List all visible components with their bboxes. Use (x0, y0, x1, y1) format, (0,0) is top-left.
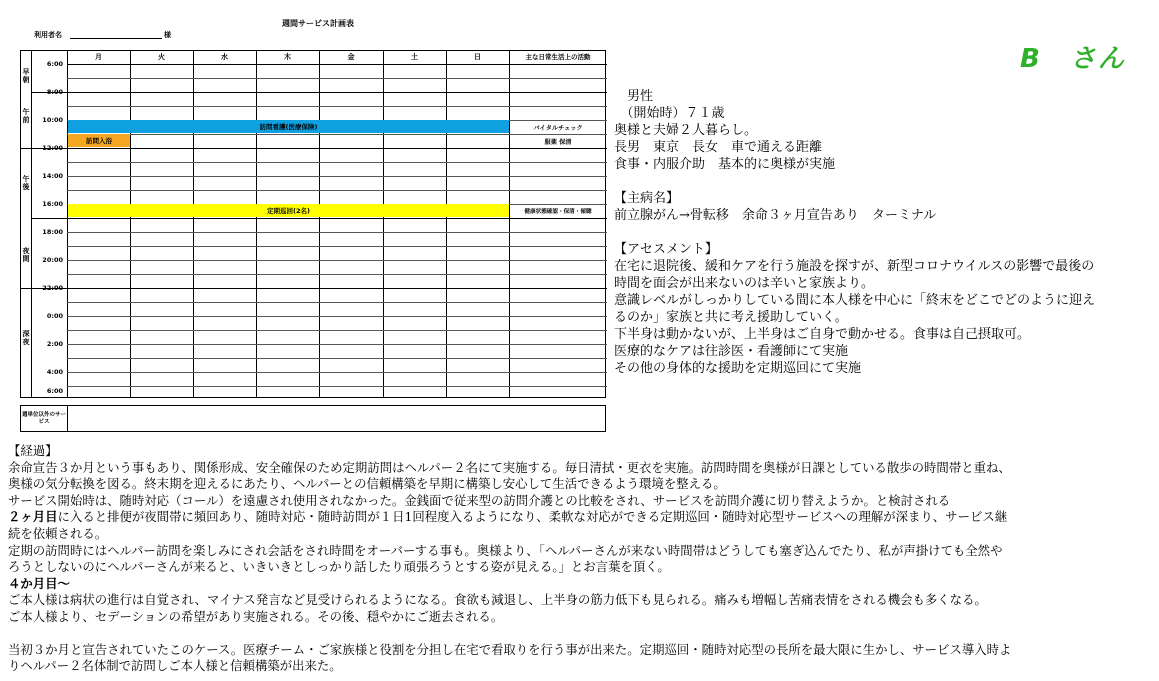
user-name-line (70, 38, 162, 39)
narrative-line: 定期の訪問時にはヘルパー訪問を楽しみにされ会話をされ時間をオーバーする事も。奥様より、「ヘルパーさんが来ない時間帯はどうしても塞ぎ込んでたり、私が声掛けても全然や (8, 542, 1003, 558)
narrative-line: ご本人様より、セデーションの希望があり実施される。その後、穏やかにご逝去される。 (8, 608, 504, 624)
regular-patrol-bar: 定期巡回(2名) (68, 204, 509, 217)
profile-line: 奥様と夫婦２人暮らし。 (614, 123, 758, 138)
profile-line: 長男 東京 長女 車で通える距離 (614, 140, 823, 155)
day-header-sun: 日 (474, 53, 481, 61)
profile-line: るのか」家族と共に考え援助していく。 (614, 310, 848, 325)
patient-profile (614, 88, 1154, 377)
day-header-tue: 火 (158, 53, 165, 61)
narrative-line: サービス開始時は、随時対応（コール）を遠慮され使用されなかった。金銭面で従来型の訪問介護との比較をされ、サービスを訪問介護に切り替えようか。と検討される (8, 492, 951, 508)
patient-title: B さん (1020, 44, 1126, 74)
visiting-nursing-bar: 訪問看護(医療保険) (68, 120, 509, 133)
profile-line: 男性 (614, 89, 654, 104)
visiting-bath-bar: 訪問入浴 (68, 134, 130, 147)
time-label: 6:00 (46, 387, 63, 395)
progress-heading: 【経過】 (8, 443, 58, 458)
user-suffix: 様 (164, 31, 171, 39)
time-label: 12:00 (42, 144, 63, 152)
time-label: 6:00 (46, 60, 63, 68)
period-late-night: 深夜 (22, 330, 30, 346)
narrative-line: ご本人様は病状の進行は自覚され、マイナス発言など見受けられるようになる。食欲も減退し、上半身の筋力低下も見られる。痛みも増幅し苦痛表情をされる機会も多くなる。 (8, 592, 987, 608)
time-label: 18:00 (42, 228, 63, 236)
day-header-wed: 水 (221, 53, 228, 61)
narrative-line: 続を依頼される。 (8, 525, 108, 541)
time-label: 16:00 (42, 200, 63, 208)
profile-line: 前立腺がん→骨転移 余命３ヶ月宣告あり ターミナル (614, 208, 937, 223)
schedule-title: 週間サービス計画表 (282, 19, 354, 28)
period-evening: 夜間 (22, 247, 30, 263)
month2-label: ２ヶ月目 (8, 509, 58, 525)
profile-line: 在宅に退院後、緩和ケアを行う施設を探すが、新型コロナウイルスの影響で最後の (614, 259, 1095, 274)
profile-line: 意識レベルがしっかりしている間に本人様を中心に「終末をどこでどのように迎え (614, 293, 1096, 308)
time-label: 8:00 (46, 88, 63, 96)
narrative-line: 奥様の気分転換を図る。終末期を迎えるにあたり、ヘルパーとの信頼構築を早期に構築し安心して生活できるよう環境を整える。 (8, 476, 726, 492)
period-early-morning: 早朝 (22, 68, 30, 84)
diagnosis-heading: 【主病名】 (614, 191, 680, 206)
day-header-sat: 土 (411, 53, 418, 61)
time-label: 20:00 (42, 256, 63, 264)
day-header-mon: 月 (95, 53, 102, 61)
time-label: 0:00 (46, 312, 63, 320)
activity-vital-check: バイタルチェック (533, 125, 583, 132)
activity-health-check: 健康状態確認・保清・傾聴 (524, 209, 592, 215)
weekly-other-services (20, 405, 606, 432)
user-name-label: 利用者名 (34, 31, 62, 39)
profile-line: （開始時）７１歳 (614, 106, 725, 121)
period-morning: 午前 (22, 108, 30, 124)
progress-narrative (8, 443, 1153, 675)
time-label: 2:00 (46, 340, 63, 348)
activity-medication: 服薬 保清 (544, 139, 572, 146)
profile-line: 医療的なケアは往診医・看護師にて実施 (614, 344, 849, 359)
profile-line: 時間を面会が出来ないのは辛いと家族より。 (614, 276, 875, 291)
time-label: 4:00 (46, 368, 63, 376)
weekly-schedule-grid (20, 50, 606, 398)
narrative-line: に入ると排便が夜間帯に頻回あり、随時対応・随時訪問が１日1回程度入るようになり、柔軟な対応ができる定期巡回・随時対応型サービスへの理解が深まり、サービス継 (57, 509, 1008, 525)
time-label: 22:00 (42, 284, 63, 292)
day-header-thu: 木 (284, 53, 291, 61)
narrative-line: ろうとしないのにヘルパーさんが来ると、いきいきとしっかり話したり頑張ろうとする姿が見える。」とお言葉を頂く。 (8, 559, 670, 575)
month4-label: ４か月目～ (8, 575, 70, 591)
activity-header: 主な日常生活上の活動 (525, 53, 591, 61)
narrative-line: 当初３か月と宣告されていたこのケース。医療チーム・ご家族様と役割を分担し在宅で看取りを行う事が出来た。定期巡回・随時対応型の長所を最大限に生かし、サービス導入時よ (8, 641, 1012, 657)
narrative-line: りヘルパー２名体制で訪問しご本人様と信頼構築が出来た。 (8, 658, 342, 674)
assessment-heading: 【アセスメント】 (614, 242, 718, 257)
profile-line: その他の身体的な援助を定期巡回にて実施 (614, 361, 862, 376)
day-header-fri: 金 (347, 53, 355, 61)
weekly-other-services-label: 週単位以外のサービス (21, 406, 68, 431)
profile-line: 下半身は動かないが、上半身はご自身で動かせる。食事は自己摂取可。 (614, 327, 1031, 342)
time-label: 10:00 (42, 116, 63, 124)
period-afternoon: 午後 (22, 175, 30, 191)
time-label: 14:00 (42, 172, 63, 180)
profile-line: 食事・内服介助 基本的に奥様が実施 (614, 157, 836, 172)
narrative-line: 余命宣告３か月という事もあり、関係形成、安全確保のため定期訪問はヘルパー２名にて実施する。毎日清拭・更衣を実施。訪問時間を奥様が日課としている散歩の時間帯と重ね、 (8, 459, 1011, 475)
